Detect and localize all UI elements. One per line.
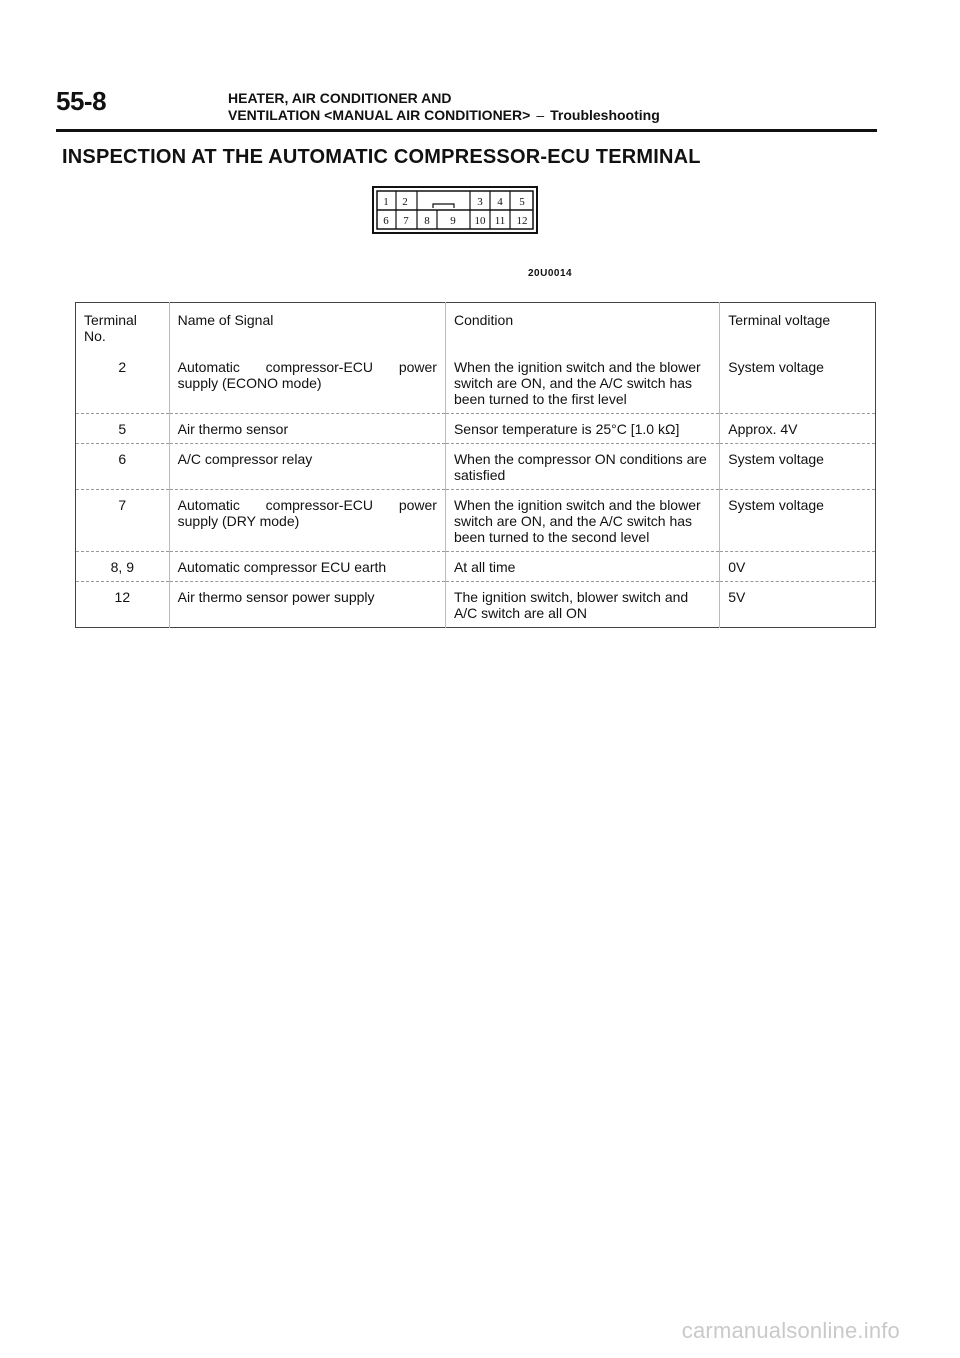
cell-condition: When the ignition switch and the blower switch are ON, and the A/C switch has been turned to the second level [445,490,719,552]
cell-condition: Sensor temperature is 25°C [1.0 kΩ] [445,414,719,444]
header-line-1: HEATER, AIR CONDITIONER AND [228,90,452,106]
pin-label: 12 [516,215,528,227]
pin-label: 10 [474,215,486,227]
cell-condition: The ignition switch, blower switch and A/C switch are all ON [445,582,719,628]
cell-condition: At all time [445,552,719,582]
header-signal: Name of Signal [169,303,445,353]
header-chapter: VENTILATION <MANUAL AIR CONDITIONER> [228,107,531,123]
header-separator: – [536,107,545,123]
header-rule [56,129,877,132]
figure-id: 20U0014 [528,268,573,279]
cell-signal: A/C compressor relay [169,444,445,490]
connector-diagram [372,186,538,234]
table-row [76,414,876,444]
cell-voltage: System voltage [720,352,876,414]
cell-terminal: 6 [76,444,170,490]
table-row [76,582,876,628]
pin-label: 8 [424,215,430,227]
pin-label: 4 [497,196,503,208]
cell-condition: When the compressor ON conditions are satisfied [445,444,719,490]
cell-terminal: 7 [76,490,170,552]
table-row [76,552,876,582]
pin-label: 7 [403,215,409,227]
cell-terminal: 8, 9 [76,552,170,582]
cell-voltage: Approx. 4V [720,414,876,444]
cell-voltage: System voltage [720,490,876,552]
cell-signal: Air thermo sensor [169,414,445,444]
header-terminal: Terminal No. [84,312,137,344]
pin-label: 2 [402,196,408,208]
pin-label: 6 [383,215,389,227]
terminal-table [75,302,876,628]
pin-label: 1 [383,196,389,208]
page-number: 55-8 [56,86,107,116]
cell-condition: When the ignition switch and the blower switch are ON, and the A/C switch has been turned to the first level [445,352,719,414]
pin-label: 5 [519,196,525,208]
header-line-2 [228,107,660,124]
table-header-row [76,303,876,353]
header-voltage: Terminal voltage [720,303,876,353]
cell-terminal: 5 [76,414,170,444]
cell-signal: Automatic compressor ECU earth [169,552,445,582]
pin-label: 3 [477,196,483,208]
pin-label: 11 [494,215,506,227]
header-condition: Condition [445,303,719,353]
cell-terminal: 2 [76,352,170,414]
section-title: INSPECTION AT THE AUTOMATIC COMPRESSOR-ECU TERMINAL [62,146,701,168]
cell-voltage: 0V [720,552,876,582]
page-header [228,90,660,124]
cell-terminal: 12 [114,589,131,605]
header-subsection: Troubleshooting [550,107,660,123]
pin-label: 9 [450,215,456,227]
cell-voltage: System voltage [720,444,876,490]
cell-signal: Air thermo sensor power supply [169,582,445,628]
cell-voltage: 5V [720,582,876,628]
cell-signal: Automatic compressor-ECU power supply (DRY mode) [169,490,445,552]
table-row [76,352,876,414]
table-row [76,490,876,552]
table-row [76,444,876,490]
watermark: carmanualsonline.info [681,1318,900,1343]
cell-signal: Automatic compressor-ECU power supply (ECONO mode) [169,352,445,414]
